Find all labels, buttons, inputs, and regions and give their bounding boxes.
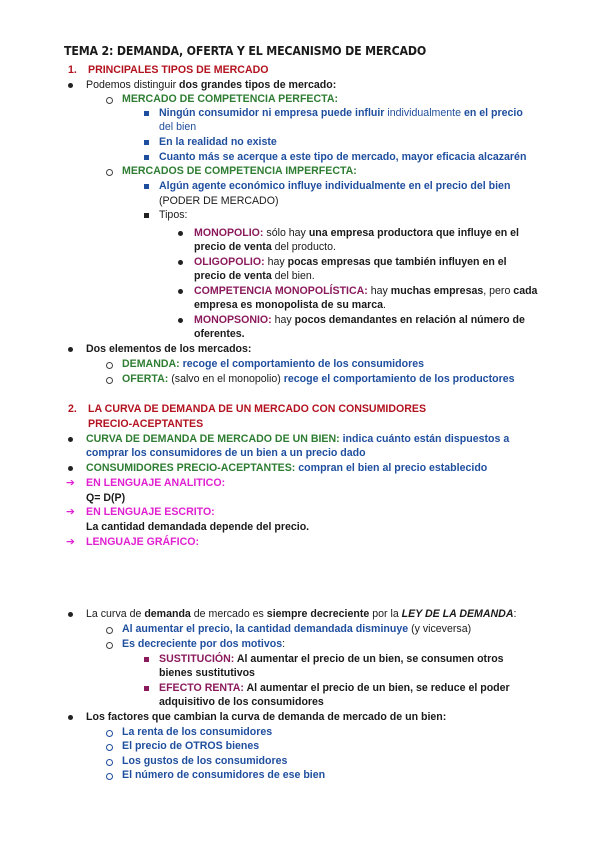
imperfecta-item-1: Algún agente económico influye individualmente en el precio del bien [159,180,511,192]
oferta-line: OFERTA: (salvo en el monopolio) recoge el comportamiento de los productores [122,373,515,385]
section-2-heading-1: LA CURVA DE DEMANDA DE UN MERCADO CON CONSUMIDORES [88,403,427,415]
demanda-line: DEMANDA: recoge el comportamiento de los consumidores [122,358,424,370]
circle-bullet-icon [106,730,113,737]
section-2-number: 2. [68,403,77,415]
escrito-text: La cantidad demandada depende del precio. [86,521,310,533]
perfecta-item-1: Ningún consumidor ni empresa puede influir individualmente en el precio [159,107,523,119]
bullet-icon [68,437,73,442]
competencia-monopolistica-line-1: COMPETENCIA MONOPOLÍSTICA: hay muchas empresas, pero cada [194,285,538,297]
monopsonio-line-2: oferentes. [194,328,245,340]
circle-bullet-icon [106,642,113,649]
section-1-number: 1. [68,64,77,76]
grafico-label: LENGUAJE GRÁFICO: [86,536,200,548]
circle-bullet-icon [106,97,113,104]
dos-elementos: Dos elementos de los mercados: [86,343,252,355]
page-title: TEMA 2: DEMANDA, OFERTA Y EL MECANISMO DE MERCADO [64,44,427,58]
circle-bullet-icon [106,627,113,634]
factor-4: El número de consumidores de ese bien [122,769,326,781]
circle-bullet-icon [106,744,113,751]
square-bullet-icon [144,111,149,116]
efecto-renta-line-2: adquisitivo de los consumidores [159,696,324,708]
tipos-label: Tipos: [159,209,188,221]
sustitucion-line-1: SUSTITUCIÓN: Al aumentar el precio de un bien, se consumen otros [159,653,504,665]
circle-bullet-icon [106,759,113,766]
factor-2: El precio de OTROS bienes [122,740,260,752]
cpa-line: CONSUMIDORES PRECIO-ACEPTANTES: compran el bien al precio establecido [86,462,488,474]
monopolio-line-2: precio de venta del producto. [194,241,336,253]
arrow-icon: ➔ [66,536,75,548]
competencia-monopolistica-line-2: empresa es monopolista de su marca. [194,299,386,311]
bullet-icon [68,612,73,617]
bullet-icon [68,83,73,88]
bullet-icon [178,318,183,323]
sustitucion-line-2: bienes sustitutivos [159,667,255,679]
perfecta-label: MERCADO DE COMPETENCIA PERFECTA: [122,93,338,105]
oligopolio-line-2: precio de venta del bien. [194,270,315,282]
section-1-heading: PRINCIPALES TIPOS DE MERCADO [88,64,269,76]
curva-line-2: comprar los consumidores de un bien a un precio dado [86,447,366,459]
bullet-icon [178,289,183,294]
decreciente-line: Es decreciente por dos motivos: [122,638,286,650]
intro-line: Podemos distinguir dos grandes tipos de mercado: [86,79,337,91]
perfecta-item-1-cont: del bien [159,121,197,133]
circle-bullet-icon [106,773,113,780]
imperfecta-label: MERCADOS DE COMPETENCIA IMPERFECTA: [122,165,357,177]
circle-bullet-icon [106,362,113,369]
formula: Q= D(P) [86,492,126,504]
circle-bullet-icon [106,377,113,384]
bullet-icon [68,466,73,471]
perfecta-item-2: En la realidad no existe [159,136,277,148]
perfecta-item-3: Cuanto más se acerque a este tipo de mercado, mayor eficacia alcazarén [159,151,527,163]
imperfecta-item-1-cont: (PODER DE MERCADO) [159,195,279,207]
square-bullet-icon [144,184,149,189]
square-bullet-icon [144,140,149,145]
curva-line-1: CURVA DE DEMANDA DE MERCADO DE UN BIEN: indica cuánto están dispuestos a [86,433,510,445]
square-bullet-icon [144,155,149,160]
escrito-label: EN LENGUAJE ESCRITO: [86,506,215,518]
monopolio-line-1: MONOPOLIO: sólo hay una empresa productora que influye en el [194,227,519,239]
square-bullet-icon [144,686,149,691]
monopsonio-line-1: MONOPSONIO: hay pocos demandantes en relación al número de [194,314,525,326]
efecto-renta-line-1: EFECTO RENTA: Al aumentar el precio de un bien, se reduce el poder [159,682,510,694]
factor-1: La renta de los consumidores [122,726,273,738]
aumentar-line: Al aumentar el precio, la cantidad demandada disminuye (y viceversa) [122,623,472,635]
factor-3: Los gustos de los consumidores [122,755,288,767]
square-bullet-icon [144,657,149,662]
bullet-icon [178,231,183,236]
analitico-label: EN LENGUAJE ANALITICO: [86,477,226,489]
factores-line: Los factores que cambian la curva de demanda de mercado de un bien: [86,711,447,723]
bullet-icon [68,715,73,720]
bullet-icon [178,260,183,265]
square-bullet-icon [144,213,149,218]
arrow-icon: ➔ [66,477,75,489]
ley-line: La curva de demanda de mercado es siempre decreciente por la LEY DE LA DEMANDA: [86,608,517,620]
oligopolio-line-1: OLIGOPOLIO: hay pocas empresas que también influyen en el [194,256,507,268]
arrow-icon: ➔ [66,506,75,518]
bullet-icon [68,347,73,352]
section-2-heading-2: PRECIO-ACEPTANTES [88,418,204,430]
circle-bullet-icon [106,169,113,176]
